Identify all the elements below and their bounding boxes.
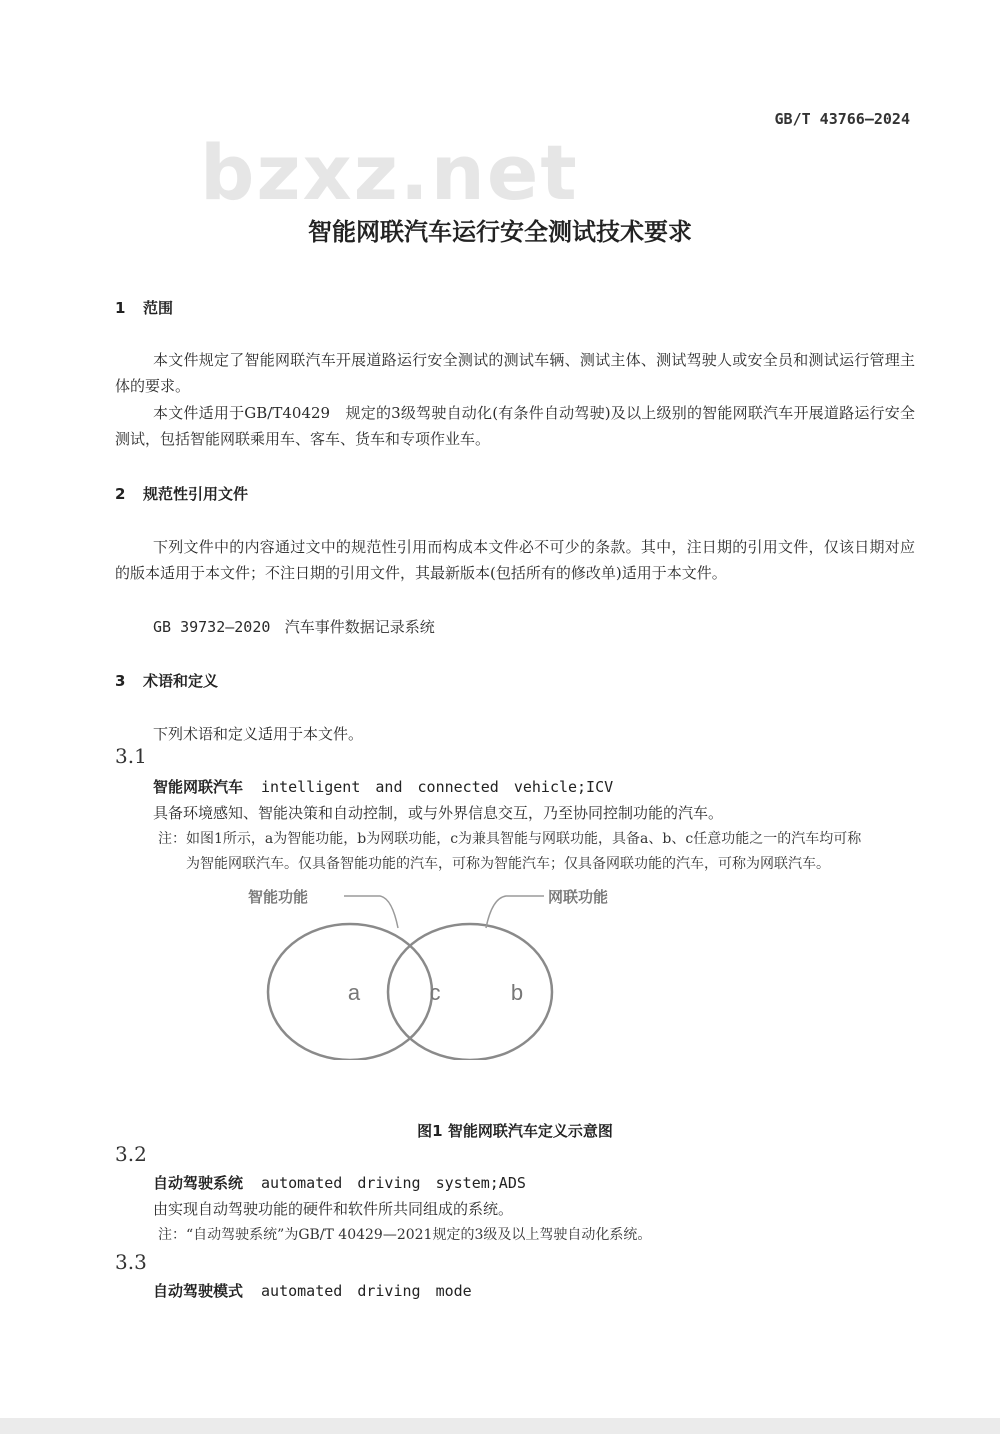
clause-3-1-note-line-1: 注：如图1所示，a为智能功能，b为网联功能，c为兼具智能与网联功能，具备a、b、c任意功能之一的汽车均可称 — [158, 831, 862, 847]
section-3-number: 3 — [115, 672, 126, 690]
clause-3-3-term — [153, 1280, 472, 1301]
reference-title: 汽车事件数据记录系统 — [284, 618, 435, 636]
normative-reference — [153, 616, 435, 637]
clause-3-1-definition: 具备环境感知、智能决策和自动控制，或与外界信息交互，乃至协同控制功能的汽车。 — [153, 804, 724, 822]
venn-diagram — [240, 880, 640, 1060]
venn-circle-connected — [388, 924, 552, 1060]
reference-code: GB 39732—2020 — [153, 618, 271, 636]
clause-3-3-number: 3.3 — [115, 1250, 147, 1274]
section-2-paragraph: 下列文件中的内容通过文中的规范性引用而构成本文件必不可少的条款。其中，注日期的引用文件，仅该日期对应的版本适用于本文件；不注日期的引用文件，其最新版本(包括所有的修改单)适用于本文件。 — [115, 538, 915, 582]
standard-number: GB/T 43766—2024 — [774, 110, 910, 128]
section-1-paragraph-1: 本文件规定了智能网联汽车开展道路运行安全测试的测试车辆、测试主体、测试驾驶人或安全员和测试运行管理主体的要求。 — [115, 351, 915, 395]
document-title: 智能网联汽车运行安全测试技术要求 — [308, 218, 692, 246]
clause-3-2-note: 注：“自动驾驶系统”为GB/T 40429—2021规定的3级及以上驾驶自动化系统。 — [158, 1227, 652, 1243]
clause-3-1-number: 3.1 — [115, 744, 147, 768]
clause-3-2-definition: 由实现自动驾驶功能的硬件和软件所共同组成的系统。 — [153, 1200, 514, 1218]
clause-3-1-term — [153, 776, 613, 797]
watermark: bzxz.net — [200, 128, 579, 217]
section-1-heading — [115, 297, 173, 318]
section-3-intro: 下列术语和定义适用于本文件。 — [153, 725, 364, 743]
clause-3-3-term-en: automated driving mode — [261, 1282, 472, 1300]
clause-3-2-term-zh: 自动驾驶系统 — [153, 1174, 244, 1192]
clause-3-1-note — [158, 827, 918, 877]
clause-3-2-number: 3.2 — [115, 1142, 147, 1166]
section-1-paragraph-2: 本文件适用于GB/T40429 规定的3级驾驶自动化(有条件自动驾驶)及以上级别的智能网联汽车开展道路运行安全测试，包括智能网联乘用车、客车、货车和专项作业车。 — [115, 404, 915, 448]
clause-3-2-term-en: automated driving system;ADS — [261, 1174, 526, 1192]
region-c-label: c — [429, 980, 441, 1005]
clause-3-1-term-zh: 智能网联汽车 — [153, 778, 244, 796]
section-3-title: 术语和定义 — [143, 672, 219, 690]
section-3-heading — [115, 670, 218, 691]
region-b-label: b — [510, 980, 524, 1005]
page-bottom-strip — [0, 1418, 1000, 1434]
section-1-title: 范围 — [143, 299, 174, 317]
figure-1-caption: 图1 智能网联汽车定义示意图 — [417, 1122, 613, 1140]
clause-3-3-term-zh: 自动驾驶模式 — [153, 1282, 244, 1300]
leader-line-right — [486, 896, 544, 928]
section-1-number: 1 — [115, 299, 126, 317]
section-2-number: 2 — [115, 485, 126, 503]
clause-3-2-term — [153, 1172, 526, 1193]
clause-3-1-term-en: intelligent and connected vehicle;ICV — [261, 778, 614, 796]
region-a-label: a — [347, 980, 361, 1005]
section-2-heading — [115, 483, 248, 504]
section-2-title: 规范性引用文件 — [143, 485, 249, 503]
label-intelligent-function: 智能功能 — [248, 888, 309, 906]
label-connected-function: 网联功能 — [548, 888, 609, 906]
clause-3-1-note-line-2: 为智能网联汽车。仅具备智能功能的汽车，可称为智能汽车；仅具备网联功能的汽车，可称为网联汽车。 — [186, 856, 830, 872]
